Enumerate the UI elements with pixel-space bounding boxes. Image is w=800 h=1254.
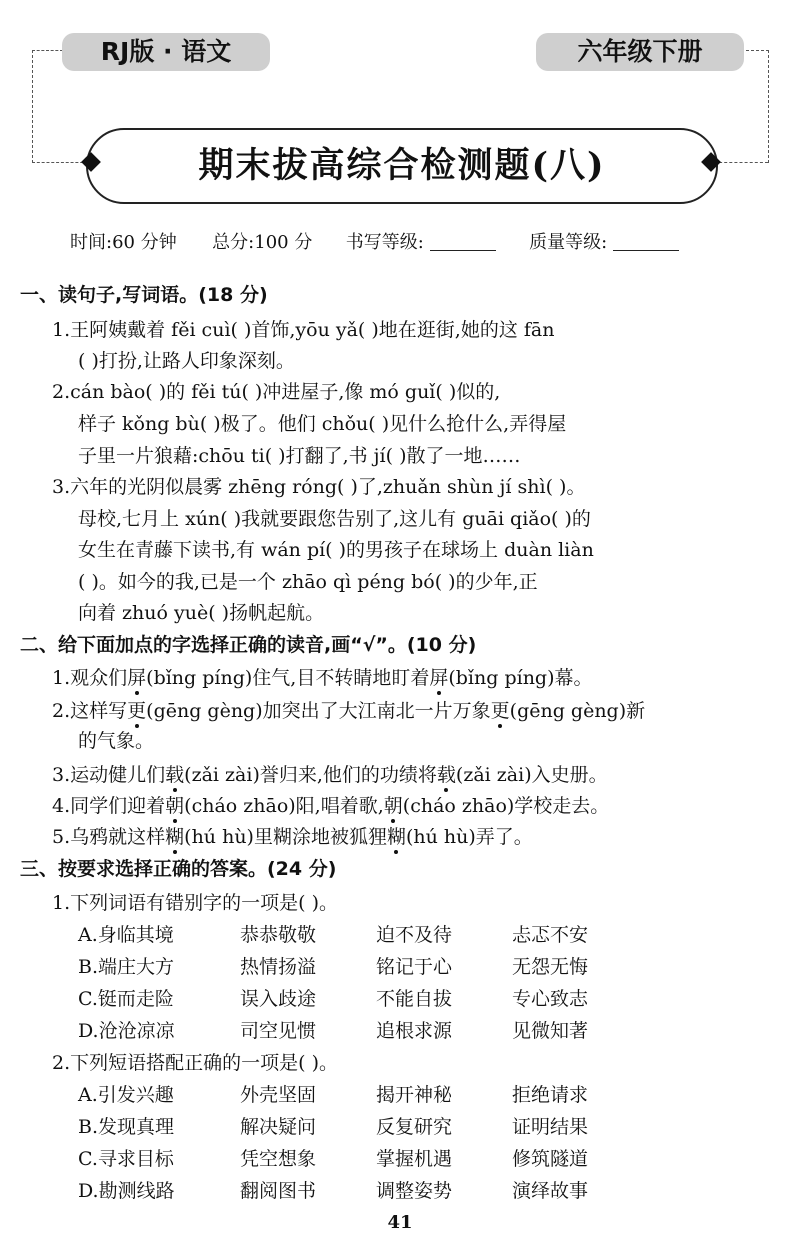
- s3-q1-option-d-1: D.沧沧凉凉: [78, 1020, 175, 1042]
- s3-q2-option-c-3: 掌握机遇: [376, 1148, 453, 1170]
- s1-line: 样子 kǒng bù( )极了。他们 chǒu( )见什么抢什么,弄得屋: [78, 413, 567, 435]
- s1-line: 1.王阿姨戴着 fěi cuì( )首饰,yōu yǎ( )地在逛街,她的这 fān: [52, 319, 555, 341]
- s3-q1-option-a-2: 恭恭敬敬: [240, 924, 317, 946]
- dotted-char: 朝: [165, 795, 185, 817]
- dotted-char: 载: [436, 764, 456, 786]
- s3-q1-option-a-3: 迫不及待: [376, 924, 453, 946]
- s1-line: 子里一片狼藉:chōu ti( )打翻了,书 jí( )散了一地……: [78, 445, 521, 467]
- s3-q1-option-d-3: 追根求源: [376, 1020, 453, 1042]
- header-dashed-frame-right: [746, 50, 769, 163]
- s3-q1-option-d-4: 见微知著: [512, 1020, 589, 1042]
- s1-line: 2.cán bào( )的 fěi tú( )冲进屋子,像 mó guǐ( )似的,: [52, 381, 501, 403]
- s3-q1-option-a-4: 忐忑不安: [512, 924, 589, 946]
- s3-q2-option-a-4: 拒绝请求: [512, 1084, 589, 1106]
- s3-q2-option-a-2: 外壳坚固: [240, 1084, 317, 1106]
- quality-grade-blank[interactable]: [613, 232, 679, 251]
- s3-q2-option-c-1: C.寻求目标: [78, 1148, 174, 1170]
- edition-subject-tag: RJ版 · 语文: [62, 33, 270, 71]
- section-2-heading: 二、给下面加点的字选择正确的读音,画“√”。(10 分): [20, 634, 477, 656]
- s3-q2-option-d-2: 翻阅图书: [240, 1180, 317, 1202]
- dotted-char: 更: [127, 700, 147, 722]
- dotted-char: 糊: [165, 826, 185, 848]
- header-dashed-connector-left: [32, 162, 88, 163]
- s3-q1-option-b-1: B.端庄大方: [78, 956, 175, 978]
- total-score: 总分:100 分: [212, 232, 313, 253]
- s1-line: 3.六年的光阴似晨雾 zhēng róng( )了,zhuǎn shùn jí shì( )。: [52, 476, 586, 498]
- page-title: 期末拔高综合检测题(八): [198, 145, 606, 186]
- s2-question-2: 2.这样写更(gēng gèng)加突出了大江南北一片万象更(gēng gèng)新: [52, 700, 646, 722]
- s3-q1-option-c-1: C.铤而走险: [78, 988, 174, 1010]
- quality-grade-label: 质量等级:: [529, 232, 608, 253]
- s1-line: ( )打扮,让路人印象深刻。: [78, 350, 295, 372]
- s1-line: 向着 zhuó yuè( )扬帆起航。: [78, 602, 325, 624]
- s2-question-4: 4.同学们迎着朝(cháo zhāo)阳,唱着歌,朝(cháo zhāo)学校走去。: [52, 795, 610, 817]
- dotted-char: 屏: [127, 667, 147, 689]
- section-1-heading: 一、读句子,写词语。(18 分): [20, 284, 268, 306]
- s3-question-2: 2.下列短语搭配正确的一项是( )。: [52, 1052, 338, 1074]
- s2-question-5: 5.乌鸦就这样糊(hú hù)里糊涂地被狐狸糊(hú hù)弄了。: [52, 826, 533, 848]
- s3-q2-option-d-1: D.勘测线路: [78, 1180, 175, 1202]
- s3-q1-option-c-4: 专心致志: [512, 988, 589, 1010]
- s3-q1-option-b-2: 热情扬溢: [240, 956, 317, 978]
- s3-q2-option-a-3: 揭开神秘: [376, 1084, 453, 1106]
- grade-volume-tag: 六年级下册: [536, 33, 744, 71]
- s3-q1-option-c-3: 不能自拔: [376, 988, 453, 1010]
- header-dashed-connector-right: [714, 162, 768, 163]
- page-number: 41: [387, 1212, 413, 1233]
- time-limit: 时间:60 分钟: [70, 232, 177, 253]
- s3-q2-option-c-4: 修筑隧道: [512, 1148, 589, 1170]
- s2-question-3: 3.运动健儿们载(zǎi zài)誉归来,他们的功绩将载(zǎi zài)入史册。: [52, 764, 608, 786]
- s3-q1-option-d-2: 司空见惯: [240, 1020, 317, 1042]
- dotted-char: 屏: [429, 667, 449, 689]
- writing-grade-blank[interactable]: [430, 232, 496, 251]
- s1-line: 女生在青藤下读书,有 wán pí( )的男孩子在球场上 duàn liàn: [78, 539, 594, 561]
- s3-q2-option-b-2: 解决疑问: [240, 1116, 317, 1138]
- s1-line: ( )。如今的我,已是一个 zhāo qì péng bó( )的少年,正: [78, 571, 538, 593]
- dotted-char: 糊: [386, 826, 406, 848]
- exam-info-line: [70, 228, 679, 254]
- s1-line: 母校,七月上 xún( )我就要跟您告别了,这儿有 guāi qiǎo( )的: [78, 508, 591, 530]
- s3-q1-option-a-1: A.身临其境: [78, 924, 174, 946]
- dotted-char: 载: [165, 764, 185, 786]
- header-dashed-frame-left: [32, 50, 63, 163]
- s3-q2-option-d-4: 演绎故事: [512, 1180, 589, 1202]
- s3-q2-option-d-3: 调整姿势: [376, 1180, 453, 1202]
- dotted-char: 更: [490, 700, 510, 722]
- writing-grade-label: 书写等级:: [345, 232, 424, 253]
- s3-q2-option-a-1: A.引发兴趣: [78, 1084, 174, 1106]
- s3-q1-option-b-4: 无怨无悔: [512, 956, 589, 978]
- title-banner: [86, 128, 718, 204]
- section-3-heading: 三、按要求选择正确的答案。(24 分): [20, 858, 337, 880]
- s3-q1-option-c-2: 误入歧途: [240, 988, 317, 1010]
- s3-q2-option-b-1: B.发现真理: [78, 1116, 175, 1138]
- dotted-char: 朝: [383, 795, 403, 817]
- s3-q2-option-b-4: 证明结果: [512, 1116, 589, 1138]
- s3-q2-option-c-2: 凭空想象: [240, 1148, 317, 1170]
- s3-q2-option-b-3: 反复研究: [376, 1116, 453, 1138]
- s2-question-1: 1.观众们屏(bǐng píng)住气,目不转睛地盯着屏(bǐng píng)幕。: [52, 667, 593, 689]
- s3-question-1: 1.下列词语有错别字的一项是( )。: [52, 892, 338, 914]
- s2-question-2-cont: 的气象。: [78, 730, 155, 752]
- s3-q1-option-b-3: 铭记于心: [376, 956, 453, 978]
